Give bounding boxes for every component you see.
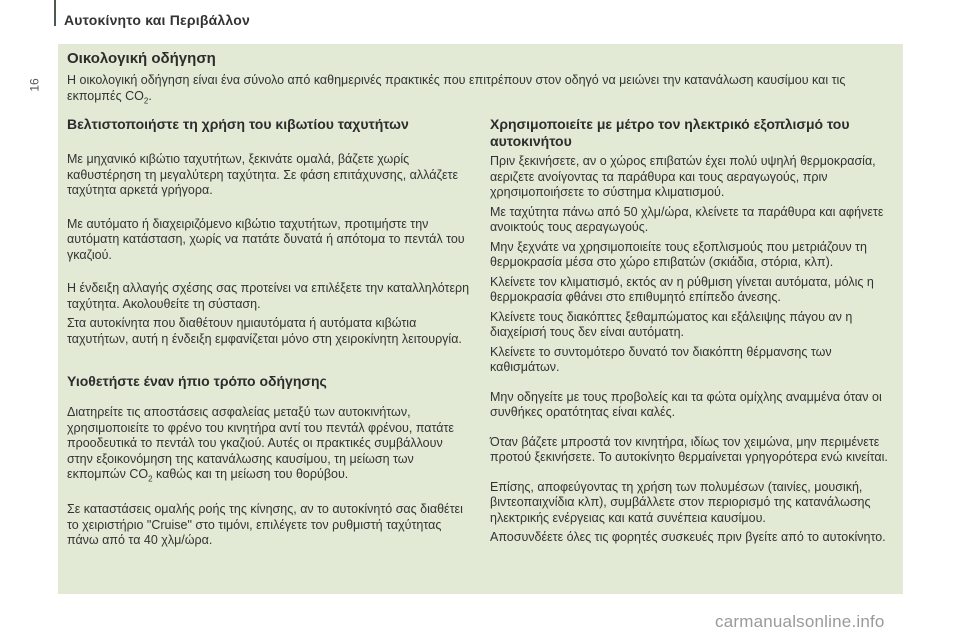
chapter-title: Αυτοκίνητο και Περιβάλλον — [64, 12, 250, 28]
paragraph-air-conditioning: Κλείνετε τον κλιματισμό, εκτός αν η ρύθμιση γίνεται αυτόματα, μόλις η θερμοκρασία φθάνει στο επιθυμητό επίπεδο άνεσης. — [490, 274, 874, 304]
paragraph-multimedia: Επίσης, αποφεύγοντας τη χρήση των πολυμέσων (ταινίες, μουσική, βιντεοπαιχνίδια κλπ), συμβάλλετε στον περιορισμό της κατανάλωσης ηλεκτρικής ενέργειας και κατά συνέπεια καυσίμου. — [490, 479, 871, 525]
paragraph-automatic-gearbox: Με αυτόματο ή διαχειριζόμενο κιβώτιο ταχυτήτων, προτιμήστε την αυτόματη κατάσταση, χωρίς να πατάτε δυνατά ή απότομα το πεντάλ του γκαζιού. — [67, 216, 465, 262]
paragraph-sunblinds: Μην ξεχνάτε να χρησιμοποιείτε τους εξοπλισμούς που μετριάζουν τη θερμοκρασία μέσα στο χώρο επιβατών (σκιάδια, στόρια, κλπ). — [490, 239, 867, 269]
paragraph-manual-gearbox: Με μηχανικό κιβώτιο ταχυτήτων, ξεκινάτε ομαλά, βάζετε χωρίς καθυστέρηση τη μεγαλύτερη ταχύτητα. Σε φάση επιτάχυνσης, αλλάζετε ταχύτητα αρκετά γρήγορα. — [67, 152, 459, 197]
intro-paragraph: Η οικολογική οδήγηση είναι ένα σύνολο από καθημερινές πρακτικές που επιτρέπουν στον οδηγό να μειώνει την κατανάλωση καυσίμου και τις εκπομπές $CO_2$. — [67, 73, 846, 106]
paragraph-windows: Με ταχύτητα πάνω από 50 χλμ/ώρα, κλείνετε τα παράθυρα και αφήνετε ανοικτούς τους αεραγωγούς. — [490, 204, 884, 234]
paragraph-semi-automatic: Στα αυτοκίνητα που διαθέτουν ημιαυτόματα ή αυτόματα κιβώτια ταχυτήτων, αυτή η ένδειξη εμφανίζεται μόνο στη χειροκίνητη λειτουργία. — [67, 316, 462, 346]
paragraph-fog-lights: Μην οδηγείτε με τους προβολείς και τα φώτα ομίχλης αναμμένα όταν οι συνθήκες ορατότητας είναι καλές. — [490, 389, 882, 419]
watermark: carmanualsonline.info — [715, 612, 885, 631]
section-title: Οικολογική οδήγηση — [67, 50, 216, 67]
heading-electrical-equipment: Χρησιμοποιείτε με μέτρο τον ηλεκτρικό εξοπλισμό του αυτοκινήτου — [490, 116, 850, 149]
page-number: 16 — [27, 78, 42, 92]
paragraph-seat-heating: Κλείνετε το συντομότερο δυνατό τον διακόπτη θέρμανσης των καθισμάτων. — [490, 344, 832, 374]
heading-gearbox: Βελτιστοποιήστε τη χρήση του κιβωτίου ταχυτήτων — [67, 116, 409, 132]
paragraph-cruise: Σε καταστάσεις ομαλής ροής της κίνησης, αν το αυτοκίνητό σας διαθέτει το χειριστήριο "Cruise" στο τιμόνι, επιλέγετε τον ρυθμιστή ταχύτητας πάνω από τα 40 χλμ/ώρα. — [67, 502, 463, 547]
left-column — [67, 116, 472, 549]
paragraph-safety-distances: Διατηρείτε τις αποστάσεις ασφαλείας μεταξύ των αυτοκινήτων, χρησιμοποιείτε το φρένο του κινητήρα αντί του πεντάλ φρένου, πατάτε προοδευτικά το πεντάλ του γκαζιού. Αυτές οι πρακτικές συμβάλλουν στην εξοικονόμηση της κατανάλωσης καυσίμου, τη μείωση των εκπομπών $CO_2$ καθώς και τη μείωση του θορύβου. — [67, 405, 454, 484]
paragraph-engine-start: Όταν βάζετε μπροστά τον κινητήρα, ιδίως τον χειμώνα, μην περιμένετε προτού ξεκινήσετε. Το αυτοκίνητο θερμαίνεται γρηγορότερα ενώ κινείται. — [490, 434, 888, 464]
right-column — [490, 116, 894, 546]
paragraph-demisting: Κλείνετε τους διακόπτες ξεθαμπώματος και εξάλειψης πάγου αν η διαχείρισή τους δεν είναι αυτόματη. — [490, 309, 853, 339]
paragraph-gear-indicator: Η ένδειξη αλλαγής σχέσης σας προτείνει να επιλέξετε την καταλληλότερη ταχύτητα. Ακολουθείτε τη σύσταση. — [67, 281, 470, 311]
paragraph-ventilation: Πριν ξεκινήσετε, αν ο χώρος επιβατών έχει πολύ υψηλή θερμοκρασία, αεριζετε ανοίγοντας τα παράθυρα και τους αεραγωγούς, πριν χρησιμοποιήσετε το σύστημα κλιματισμού. — [490, 154, 876, 199]
header-accent-bar — [54, 0, 56, 26]
heading-gentle-driving: Υιοθετήστε έναν ήπιο τρόπο οδήγησης — [67, 373, 327, 389]
paragraph-portable-devices: Αποσυνδέετε όλες τις φορητές συσκευές πριν βγείτε από το αυτοκίνητο. — [490, 530, 886, 544]
